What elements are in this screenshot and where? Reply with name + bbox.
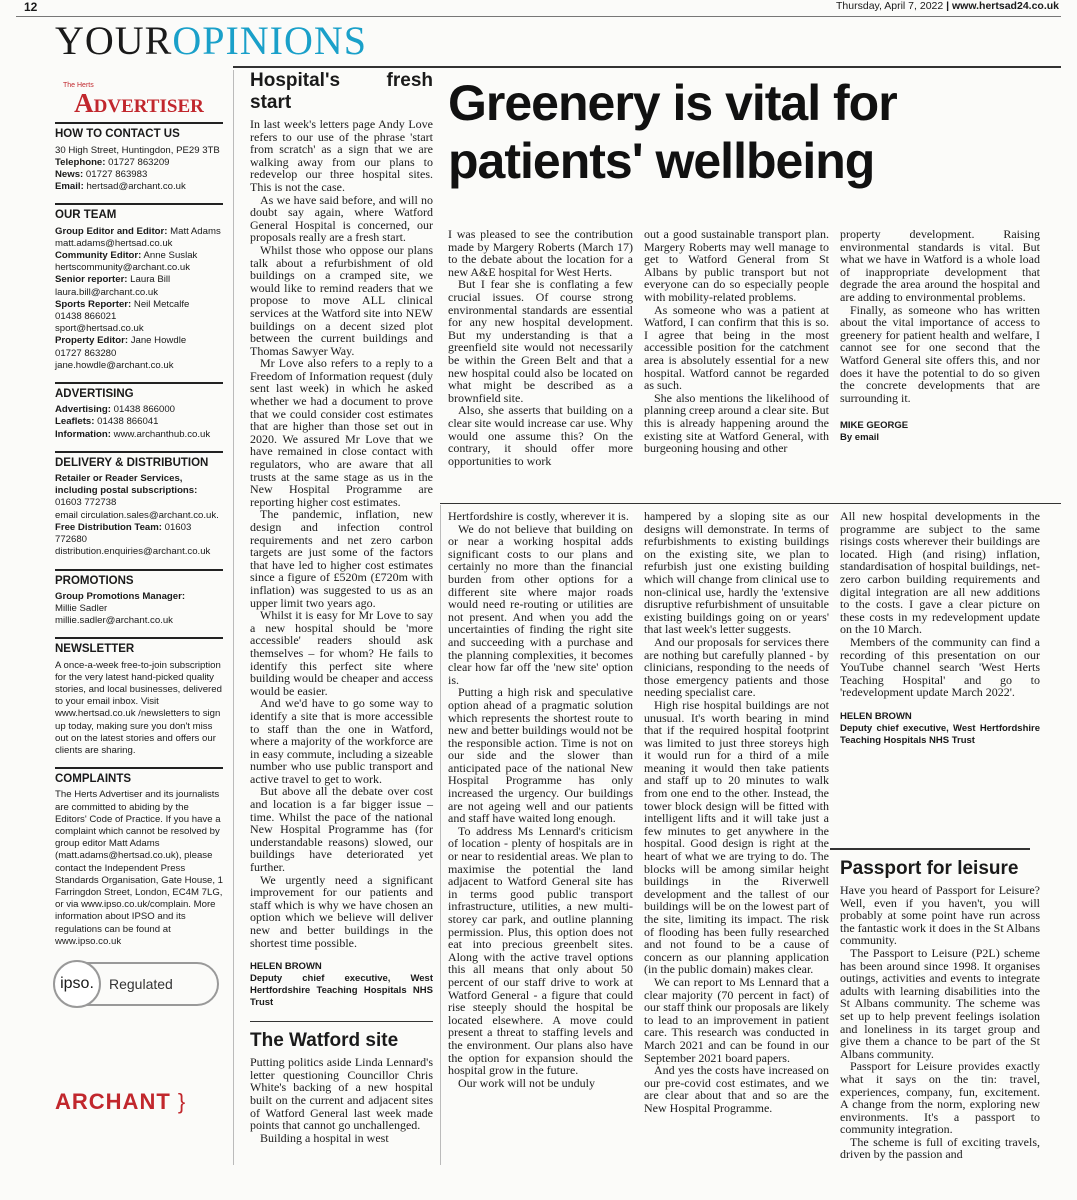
email-link[interactable]: hertsad@archant.co.uk bbox=[83, 181, 186, 193]
byline-role: By email bbox=[840, 432, 880, 444]
letter-divider bbox=[830, 848, 1030, 850]
letter-paragraph: I was pleased to see the contribution made by Margery Roberts (March 17) to the debate about the location for a new A&E hospital for West Herts. bbox=[448, 227, 633, 279]
letter-paragraph: hampered by a sloping site as our designs will demonstrate. In terms of refurbishments to existing buildings on the existing site, we plan to refurbish just one existing building which will change from clinical use to non-clinical use, hardly the 'extensive disruptive refurbishment of unsuitable existing buildings going on or years' that last week's letter suggests. bbox=[644, 509, 829, 637]
contact-section bbox=[55, 122, 223, 193]
section-title-your: YOUR bbox=[55, 18, 173, 63]
information-label: Information: bbox=[55, 428, 111, 440]
letter-paragraph: Mr Love also refers to a reply to a Freedom of Information request (duly sent last week) in which he asked whether we had a document to prove that we could consider cost estimates that are higher than those set out in 2020. We assured Mr Love that we have remained in close contact with regulators, who are aware that all trusts at the same stage as us in the New Hospital Programme are reporting higher cost estimates. bbox=[250, 356, 433, 509]
team-person: Neil Metcalfe bbox=[131, 298, 190, 310]
team-email[interactable]: matt.adams@hertsad.co.uk bbox=[55, 237, 173, 249]
team-email[interactable]: laura.bill@archant.co.uk bbox=[55, 286, 159, 298]
top-rule bbox=[233, 66, 1061, 68]
complaints-text: The Herts Advertiser and its journalists are committed to abiding by the Editors' Code of Practice. If you have a complaint which cannot be resolved by group editor Matt Adams (matt.adams@hertsad.co.uk), please contact the Independent Press Standards Organisation, Gate House, 1 Farringdon Street, London, EC4M 7LG, or via www.ipso.co.uk/complain. More information about IPSO and its regulations can be found at www.ipso.co.uk bbox=[55, 789, 223, 947]
letter-headline: Hospital's fresh start bbox=[250, 70, 433, 113]
team-person: Matt Adams bbox=[167, 225, 221, 237]
article-divider bbox=[440, 503, 1061, 504]
website[interactable]: www.hertsad24.co.uk bbox=[952, 0, 1059, 12]
advertising-value: 01438 866000 bbox=[110, 404, 176, 416]
issue-date: Thursday, April 7, 2022 bbox=[836, 0, 944, 12]
advertising-heading: ADVERTISING bbox=[55, 382, 223, 400]
telephone-label: Telephone: bbox=[55, 156, 106, 168]
letter-paragraph: Whilst it is easy for Mr Love to say a new hospital should be 'more accessible' readers should ask themselves – for whom? He fails to identify this perfect site where building would be cheaper and access would be easier. bbox=[250, 608, 433, 698]
team-role: Property Editor: bbox=[55, 335, 129, 347]
team-role: Community Editor: bbox=[55, 250, 142, 262]
watford-letter-col-2 bbox=[644, 510, 829, 1115]
email-label: Email: bbox=[55, 181, 84, 193]
distribution-email[interactable]: distribution.enquiries@archant.co.uk bbox=[55, 546, 211, 558]
advertising-label: Advertising: bbox=[55, 404, 111, 416]
letter-headline: Passport for leisure bbox=[840, 858, 1019, 879]
letter-paragraph: And yes the costs have increased on our pre-covid cost estimates, and we are clear about that and so are the New Hospital Programme. bbox=[644, 1063, 829, 1115]
newsletter-section bbox=[55, 637, 223, 757]
letter-paragraph: The Passport to Leisure (P2L) scheme has been around since 1998. It organises outings, activities and events to integrate adults with learning disabilities into the St Albans community. The scheme was set up to help prevent feelings isolation and loneliness in its target group and give them a chance to be part of the St Albans community. bbox=[840, 945, 1040, 1061]
letter-paragraph: As someone who was a patient at Watford, I can confirm that this is so. I agree that being in the most accessible position for the catchment area is absolutely essential for a new hospital. Watford cannot be regarded as such. bbox=[644, 302, 829, 393]
newsletter-heading: NEWSLETTER bbox=[55, 637, 223, 655]
ipso-badge bbox=[55, 962, 219, 1006]
page-number: 12 bbox=[24, 0, 38, 14]
sidebar bbox=[55, 80, 223, 1114]
leaflets-label: Leaflets: bbox=[55, 416, 95, 428]
letter-paragraph: Putting politics aside Linda Lennard's letter questioning Councillor Chris White's backing of a new hospital built on the current and adjacent sites of Watford General last week made points that cannot go unchallenged. bbox=[250, 1055, 433, 1133]
delivery-section bbox=[55, 451, 223, 559]
letter-paragraph: The scheme is full of exciting travels, driven by the passion and bbox=[840, 1134, 1040, 1162]
delivery-value: 01603 772738 bbox=[55, 497, 117, 509]
main-letter-col-2 bbox=[644, 228, 829, 455]
main-letter-col-3 bbox=[840, 228, 1040, 444]
section-title bbox=[55, 19, 367, 63]
section-title-opinions: OPINIONS bbox=[172, 18, 368, 63]
letter-paragraph: All new hospital developments in the programme are subject to the same risings costs wherever their buildings are located. High (and rising) inflation, standardisation of hospital buildings, net-zero carbon building requirements and digital integration are all new additions to the costs. I gave a clear picture on these costs in my redevelopment update on the 10 March. bbox=[840, 509, 1040, 637]
main-headline: Greenery is vital for patients' wellbeing bbox=[448, 75, 897, 189]
letter-paragraph: To address Ms Lennard's criticism of location - plenty of hospitals are in or near to residential areas. We plan to maximise the potential the land adjacent to Watford General site has in terms good public transport infrastructure, utilities, a new multi-storey car park, and outline planning permission. Plus, this option does not eat into precious greenbelt sites. Along with the active travel options this all means that only about 50 percent of our staff drive to work at Watford General - a figure that could rise steeply should the hospital be located elsewhere. A move could present a threat to staffing levels and the environment. Our plans also have the option for expansion should the hospital grow in the future. bbox=[448, 823, 633, 1078]
logo-text: Advertiser bbox=[74, 88, 204, 119]
byline-name: HELEN BROWN bbox=[250, 961, 322, 973]
dateline-separator: | bbox=[946, 0, 950, 12]
team-phone: 01727 863280 bbox=[55, 347, 117, 359]
byline-name: MIKE GEORGE bbox=[840, 420, 909, 432]
letter-paragraph: Have you heard of Passport for Leisure? Well, even if you haven't, you will probably at some point have run across the fantastic work it does in the St Albans community. bbox=[840, 883, 1040, 948]
letter-paragraph: We do not believe that building on or near a working hospital adds significant costs to our plans and certainly no more than the financial burden from other options for a different site where major roads would need re-routing or utilities are not present. And when you add the uncertainties of finding the right site and succeeding with a purchase and the planning complexities, it becomes clear how far off the 'new site' option is. bbox=[448, 521, 633, 687]
complaints-heading: COMPLAINTS bbox=[55, 767, 223, 785]
complaints-section bbox=[55, 767, 223, 948]
team-person: Jane Howdle bbox=[128, 335, 187, 347]
letter-byline bbox=[840, 711, 1040, 747]
letter-paragraph: She also mentions the likelihood of planning creep around a clear site. But this is already happening around the existing site at Watford General, with burgeoning housing and other bbox=[644, 390, 829, 456]
watford-letter-col-3 bbox=[840, 510, 1040, 747]
letter-paragraph: Hertfordshire is costly, wherever it is. bbox=[448, 509, 629, 523]
letter-paragraph: We can report to Ms Lennard that a clear majority (70 percent in fact) of our staff think our proposals are likely to lead to an improvement in patient care. This research was conducted in March 2021 and can be found in our September 2021 board papers. bbox=[644, 974, 829, 1065]
contact-heading: HOW TO CONTACT US bbox=[55, 122, 223, 140]
letter-paragraph: Passport for Leisure provides exactly what it says on the tin: travel, experiences, company, fun, excitement. A change from the norm, exploring new environments. It's a passport to community integration. bbox=[840, 1059, 1040, 1137]
team-email[interactable]: sport@hertsad.co.uk bbox=[55, 323, 144, 335]
byline-role: Deputy chief executive, West Hertfordshire Teaching Hospitals NHS Trust bbox=[250, 973, 433, 1009]
byline-role: Deputy chief executive, West Hertfordshire Teaching Hospitals NHS Trust bbox=[840, 722, 1040, 746]
team-role: Sports Reporter: bbox=[55, 298, 132, 310]
letter-paragraph: But I fear she is conflating a few crucial issues. Of course strong environmental standards are essential for any new hospital development. But my understanding is that a greenfield site would not necessarily be within the Green Belt and that a new hospital could also be located on what might be described as a brownfield site. bbox=[448, 277, 633, 405]
delivery-email[interactable]: email circulation.sales@archant.co.uk. bbox=[55, 509, 219, 521]
promotions-section bbox=[55, 569, 223, 628]
letter-paragraph: In last week's letters page Andy Love refers to our use of the phrase 'start from scratch' as a sign that we are walking away from our plans to redevelop our three hospital sites. This is not the case. bbox=[250, 117, 433, 194]
contact-address: 30 High Street, Huntingdon, PE29 3TB bbox=[55, 144, 220, 156]
letter-paragraph: Our work will not be unduly bbox=[458, 1075, 595, 1090]
letter-paragraph: Putting a high risk and speculative option ahead of a pragmatic solution which represents the shortest route to new and better buildings would not be the responsible action. Time is not on our side and the slower than anticipated pace of the national New Hospital Programme has only increased the urgency. Our buildings are not ageing well and our patients and staff have waited long enough. bbox=[448, 685, 633, 826]
column-divider bbox=[233, 70, 234, 1165]
watford-letter-col-1 bbox=[448, 510, 633, 1089]
dateline bbox=[836, 0, 1059, 12]
newsletter-text: A once-a-week free-to-join subscription for the very latest hand-picked quality stories, and local businesses, delivered to your email inbox. Visit www.hertsad.co.uk /newsletters to sign up today, making sure you don't miss out on the latest stories and offers our clients are sharing. bbox=[55, 659, 222, 756]
page-header-bar bbox=[16, 0, 1061, 17]
team-person: Laura Bill bbox=[127, 274, 171, 286]
letter-paragraph: out a good sustainable transport plan. Margery Roberts may well manage to get to Watford General from St Albans by public transport but not everyone can do so especially people with mobility-related problems. bbox=[644, 227, 829, 304]
information-link[interactable]: www.archanthub.co.uk bbox=[110, 428, 211, 440]
archant-logo: ARCHANT } bbox=[55, 1088, 187, 1114]
ipso-logo: ipso. bbox=[53, 960, 101, 1008]
letter-paragraph: As we have said before, and will no doubt say again, where Watford General Hospital is concerned, our proposals really are a fresh start. bbox=[250, 192, 433, 245]
letter-paragraph: property development. Raising environmental standards is vital. But what we have in Watford is a whole load of inappropriate development that degrade the area around the hospital and are adding to environmental problems. bbox=[840, 227, 1040, 304]
letter-paragraph: Building a hospital in west bbox=[260, 1130, 389, 1145]
team-person: Anne Suslak bbox=[141, 250, 198, 262]
team-section bbox=[55, 203, 223, 372]
promotions-email[interactable]: millie.sadler@archant.co.uk bbox=[55, 615, 173, 627]
letter-hospitals-fresh-start bbox=[250, 70, 433, 1144]
letter-paragraph: Also, she asserts that building on a clear site would increase car use. Why would one assume this? On the contrary, it should offer more opportunities to work bbox=[448, 403, 633, 468]
distribution-label: Free Distribution Team: bbox=[55, 521, 162, 533]
delivery-label: Retailer or Reader Services, including postal subscriptions: bbox=[55, 473, 198, 497]
promotions-role: Group Promotions Manager: bbox=[55, 590, 186, 602]
letter-paragraph: High rise hospital buildings are not unusual. It's worth bearing in mind that if the required hospital footprint was limited to just three storeys high it would run for a third of a mile meaning it would then take patients and staff up to 20 minutes to walk from one end to the other. Instead, the tower block design will be fitted with intelligent lifts and it will take just a few minutes to get anywhere in the hospital. Good design is right at the heart of what we are trying to do. The blocks will be among similar height buildings in the Riverwell development and the tallest of our buildings will be on the lowest part of the site, limiting its impact. The risk of flooding has been fully researched and not found to be a cause of concern as our planning application (in the public domain) makes clear. bbox=[644, 697, 829, 977]
team-role: Senior reporter: bbox=[55, 274, 128, 286]
column-divider bbox=[440, 505, 441, 1165]
letter-paragraph: Members of the community can find a recording of this presentation on our YouTube channel search 'West Herts Teaching Hospital' and go to 'redevelopment update March 2022'. bbox=[840, 634, 1040, 700]
letter-paragraph: And our proposals for services there are nothing but carefully planned - by clinicians, responding to the needs of those emergency patients and those needing specialist care. bbox=[644, 634, 829, 700]
logo-small-text: The Herts bbox=[63, 82, 94, 89]
letter-byline bbox=[250, 961, 433, 1009]
paper-logo bbox=[55, 80, 223, 119]
letter-byline bbox=[840, 420, 1040, 444]
letter-paragraph: We urgently need a significant improvement for our patients and staff which is why we have chosen an option which we believe will deliver new and better buildings in the shortest time possible. bbox=[250, 872, 433, 950]
distribution-value: 01603 772680 bbox=[55, 521, 192, 546]
letter-paragraph: Finally, as someone who has written about the vital importance of access to greenery for patient health and welfare, I cannot see for one second that the Watford General site offers this, and nor does it have the potential to do so given the concrete developments that are surrounding it. bbox=[840, 302, 1040, 405]
team-role: Group Editor and Editor: bbox=[55, 225, 168, 237]
news-label: News: bbox=[55, 169, 84, 181]
letter-divider bbox=[250, 1021, 433, 1022]
delivery-heading: DELIVERY & DISTRIBUTION bbox=[55, 451, 223, 469]
main-letter-col-1 bbox=[448, 228, 633, 467]
team-email[interactable]: hertscommunity@archant.co.uk bbox=[55, 262, 191, 274]
team-phone: 01438 866021 bbox=[55, 311, 117, 323]
letter-paragraph: The pandemic, inflation, new design and infection control requirements and net zero carbon targets are just some of the factors that have led to higher cost estimates since a figure of £520m (£720m with inflation) was suggested to us as an upper limit two years ago. bbox=[250, 507, 433, 610]
telephone-value: 01727 863209 bbox=[105, 156, 170, 168]
news-value: 01727 863983 bbox=[83, 169, 148, 181]
advertising-section bbox=[55, 382, 223, 441]
letter-paragraph: And we'd have to go some way to identify a site that is more accessible to staff than the one in Watford, where a majority of the workforce are in easy commute, including a sizeable number who use public transport and active travel to get to work. bbox=[250, 696, 433, 786]
team-heading: OUR TEAM bbox=[55, 203, 223, 221]
team-email[interactable]: jane.howdle@archant.co.uk bbox=[55, 359, 174, 371]
letter-passport-for-leisure bbox=[840, 858, 1040, 1161]
promotions-person: Millie Sadler bbox=[55, 602, 108, 614]
letter-paragraph: But above all the debate over cost and location is a far bigger issue – time. Whilst the pace of the national New Hospital Programme has (for understandable reasons) slowed, our buildings have deteriorated yet further. bbox=[250, 784, 433, 875]
byline-name: HELEN BROWN bbox=[840, 710, 912, 722]
letter-headline: The Watford site bbox=[250, 1030, 399, 1052]
promotions-heading: PROMOTIONS bbox=[55, 569, 223, 587]
archant-logo-text: ARCHANT bbox=[55, 1088, 171, 1114]
ipso-regulated-label: Regulated bbox=[109, 975, 173, 992]
leaflets-value: 01438 866041 bbox=[94, 416, 159, 428]
letter-paragraph: Whilst those who oppose our plans talk about a refurbishment of old buildings on a cramped site, we would like to remind readers that we propose to move ALL clinical services at the Watford site into NEW buildings on a decent sized plot between the current buildings and Thomas Sawyer Way. bbox=[250, 242, 433, 358]
